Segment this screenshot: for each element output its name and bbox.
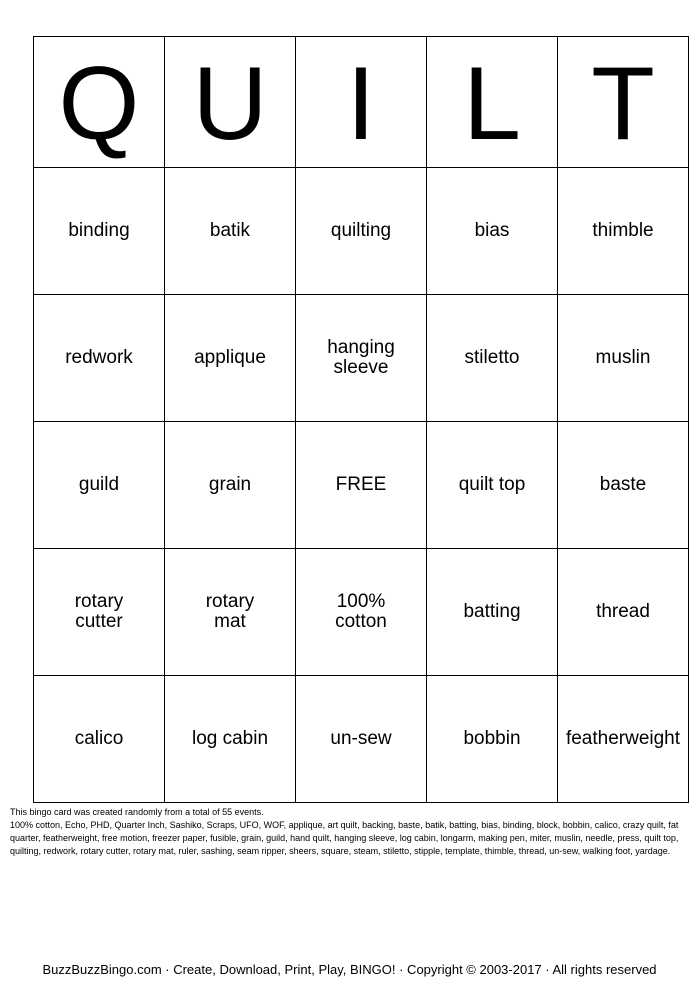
header-letter: I bbox=[296, 37, 427, 168]
bingo-cell: log cabin bbox=[165, 676, 296, 803]
free-cell: FREE bbox=[296, 422, 427, 549]
bingo-cell: grain bbox=[165, 422, 296, 549]
card-row bbox=[34, 422, 689, 549]
header-letter: Q bbox=[34, 37, 165, 168]
bingo-card bbox=[33, 36, 689, 803]
event-list: 100% cotton, Echo, PHD, Quarter Inch, Sashiko, Scraps, UFO, WOF, applique, art quilt, backing, baste, batik, batting, bias, binding, block, bobbin, calico, crazy quilt, fat quarter, featherweight, free motion, freezer paper, fusible, grain, guild, hand quilt, hanging sleeve, log cabin, longarm, making pen, miter, muslin, needle, press, quilt top, quilting, redwork, rotary cutter, rotary mat, ruler, sashing, seam ripper, sheers, square, steam, stiletto, stipple, template, thimble, thread, un-sew, walking foot, yardage. bbox=[10, 820, 679, 856]
bingo-cell: quilt top bbox=[427, 422, 558, 549]
bingo-cell: featherweight bbox=[558, 676, 689, 803]
bingo-cell: applique bbox=[165, 295, 296, 422]
bingo-cell: guild bbox=[34, 422, 165, 549]
card-row bbox=[34, 168, 689, 295]
bingo-cell: bobbin bbox=[427, 676, 558, 803]
header-letter: U bbox=[165, 37, 296, 168]
bingo-cell: calico bbox=[34, 676, 165, 803]
bingo-cell: un-sew bbox=[296, 676, 427, 803]
bingo-cell: hanging sleeve bbox=[296, 295, 427, 422]
footer-copyright: BuzzBuzzBingo.com · Create, Download, Print, Play, BINGO! · Copyright © 2003-2017 · All rights reserved bbox=[42, 962, 657, 977]
bingo-cell: thread bbox=[558, 549, 689, 676]
bingo-cell: rotary cutter bbox=[34, 549, 165, 676]
bingo-cell: bias bbox=[427, 168, 558, 295]
bingo-cell: baste bbox=[558, 422, 689, 549]
bingo-cell: binding bbox=[34, 168, 165, 295]
bingo-cell: 100% cotton bbox=[296, 549, 427, 676]
card-row bbox=[34, 295, 689, 422]
bingo-cell: stiletto bbox=[427, 295, 558, 422]
bingo-cell: batting bbox=[427, 549, 558, 676]
card-row bbox=[34, 676, 689, 803]
bingo-cell: rotary mat bbox=[165, 549, 296, 676]
bingo-cell: redwork bbox=[34, 295, 165, 422]
header-letter: T bbox=[558, 37, 689, 168]
bingo-cell: quilting bbox=[296, 168, 427, 295]
card-info bbox=[10, 806, 690, 858]
bingo-cell: thimble bbox=[558, 168, 689, 295]
header-row bbox=[34, 37, 689, 168]
card-info-summary: This bingo card was created randomly from a total of 55 events. bbox=[10, 807, 264, 817]
bingo-cell: muslin bbox=[558, 295, 689, 422]
bingo-cell: batik bbox=[165, 168, 296, 295]
card-row bbox=[34, 549, 689, 676]
header-letter: L bbox=[427, 37, 558, 168]
